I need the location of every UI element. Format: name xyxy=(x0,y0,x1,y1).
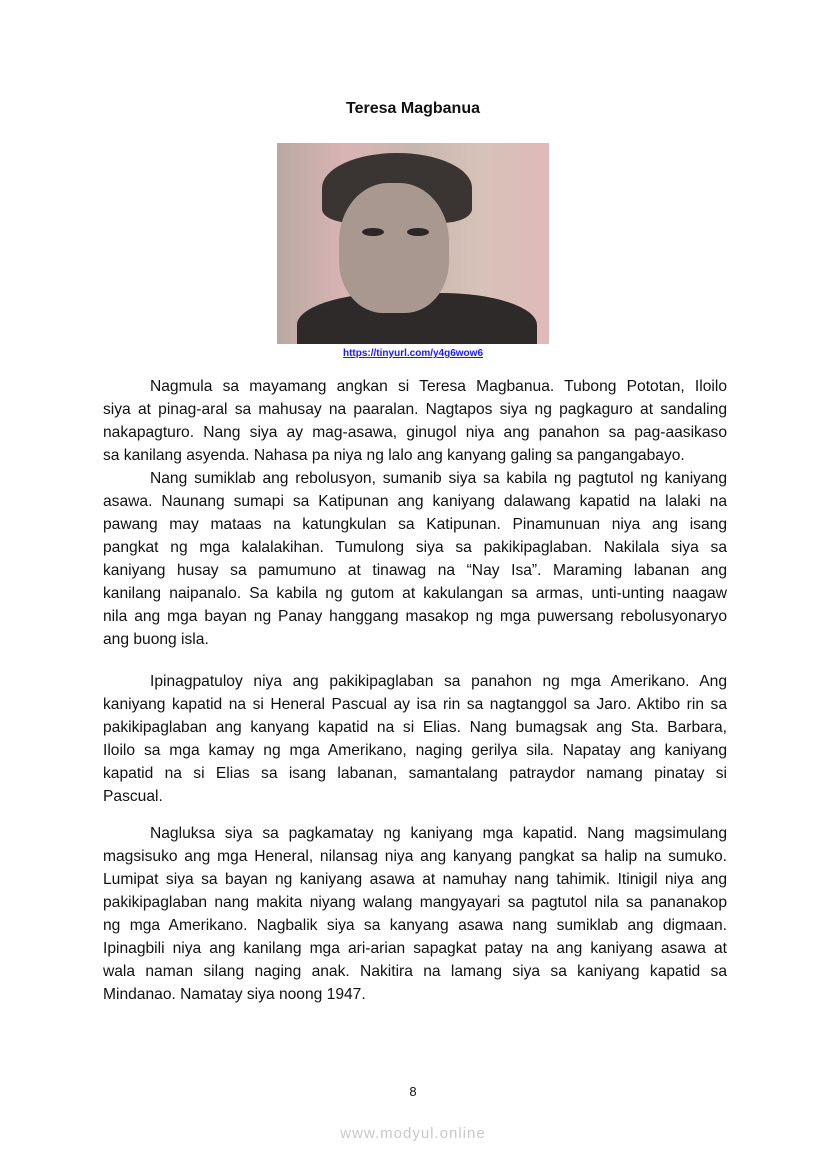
text-line: kanilang naipanalo. Sa kabila ng gutom at kakulangan sa armas, unti-unting naagaw xyxy=(103,585,727,602)
text-line: ang buong isla. xyxy=(103,631,209,648)
text-line: kaniyang husay sa pamumuno at tinawag na “Nay Isa”. Maraming labanan ang xyxy=(103,562,727,579)
text-line: Nagluksa siya sa pagkamatay ng kaniyang mga kapatid. Nang magsimulang xyxy=(150,825,727,842)
text-line: Ipinagpatuloy niya ang pakikipaglaban sa panahon ng mga Amerikano. Ang xyxy=(150,673,727,690)
text-line: wala naman silang naging anak. Nakitira na lamang siya sa kaniyang kapatid sa xyxy=(103,963,727,980)
text-line: kaniyang kapatid na si Heneral Pascual ay isa rin sa nagtanggol sa Jaro. Aktibo rin sa xyxy=(103,696,727,713)
text-line: sa kanilang asyenda. Nahasa pa niya ng lalo ang kanyang galing sa pangangabayo. xyxy=(103,447,685,464)
text-line: Mindanao. Namatay siya noong 1947. xyxy=(103,986,366,1003)
watermark: www.modyul.online xyxy=(340,1125,486,1142)
text-line: pakikipaglaban nang makita niyang walang mangyayari sa pagtutol nila sa pananakop xyxy=(103,894,727,911)
image-source-link[interactable]: https://tinyurl.com/y4g6wow6 xyxy=(342,348,484,359)
text-line: siya at pinag-aral sa mahusay na paaralan. Nagtapos siya ng pagkaguro at sandaling xyxy=(103,401,727,418)
text-line: Nang sumiklab ang rebolusyon, sumanib siya sa kabila ng pagtutol ng kaniyang xyxy=(150,470,727,487)
portrait-photo xyxy=(277,143,549,344)
paragraph-3 xyxy=(103,670,727,808)
text-line: ng mga Amerikano. Nagbalik siya sa kanyang asawa nang sumiklab ang digmaan. xyxy=(103,917,727,934)
text-line: pakikipaglaban ang kanyang kapatid na si Elias. Nang bumagsak ang Sta. Barbara, xyxy=(103,719,727,736)
text-line: Pascual. xyxy=(103,788,163,805)
paragraph-4 xyxy=(103,822,727,1006)
text-line: asawa. Naunang sumapi sa Katipunan ang kaniyang dalawang kapatid na lalaki na xyxy=(103,493,727,510)
text-line: magsisuko ang mga Heneral, nilansag niya ang kanyang pangkat sa halip na sumuko. xyxy=(103,848,727,865)
text-line: nila ang mga bayan ng Panay hanggang masakop ng mga puwersang rebolusyonaryo xyxy=(103,608,727,625)
text-line: Ipinagbili niya ang kanilang mga ari-arian sapagkat patay na ang kaniyang asawa at xyxy=(103,940,727,957)
paragraph-2 xyxy=(103,467,727,651)
text-line: Nagmula sa mayamang angkan si Teresa Magbanua. Tubong Pototan, Iloilo xyxy=(150,378,727,395)
text-line: kapatid na si Elias sa isang labanan, samantalang patraydor namang pinatay si xyxy=(103,765,727,782)
document-title: Teresa Magbanua xyxy=(346,100,480,117)
text-line: Lumipat siya sa bayan ng kaniyang asawa at namuhay nang tahimik. Itinigil niya ang xyxy=(103,871,727,888)
text-line: Iloilo sa mga kamay ng mga Amerikano, naging gerilya sila. Napatay ang kaniyang xyxy=(103,742,727,759)
text-line: nakapagturo. Nang siya ay mag-asawa, ginugol niya ang panahon sa pag-aasikaso xyxy=(103,424,727,441)
paragraph-1 xyxy=(103,375,727,467)
page-number: 8 xyxy=(409,1084,417,1099)
text-line: pangkat ng mga kalalakihan. Tumulong siya sa pakikipaglaban. Nakilala siya sa xyxy=(103,539,727,556)
text-line: pawang may mataas na katungkulan sa Katipunan. Pinamunuan niya ang isang xyxy=(103,516,727,533)
